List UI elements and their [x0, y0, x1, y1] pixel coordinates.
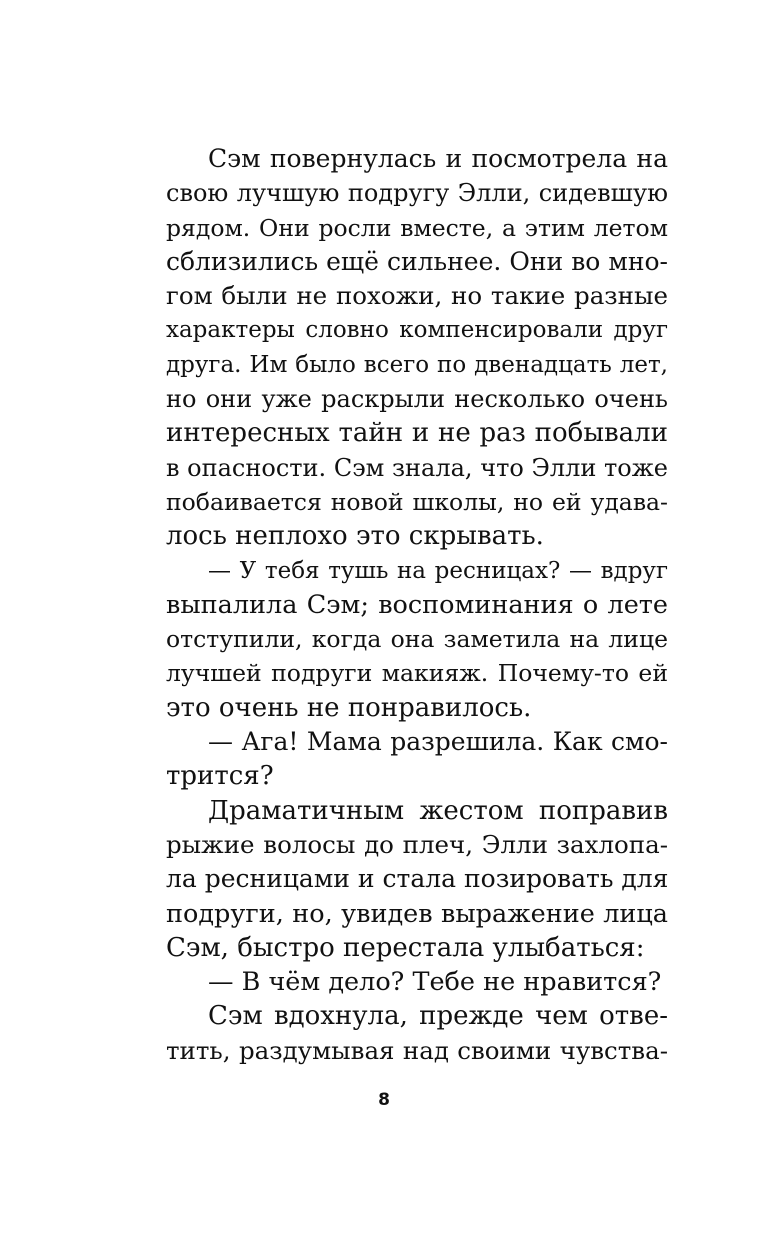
text-line: рядом. Они росли вместе, а этим летом	[166, 213, 668, 242]
text-line: ла ресницами и стала позировать для	[166, 864, 669, 894]
text-line: — Ага! Мама разрешила. Как смо-	[208, 727, 668, 757]
text-line: друга. Им было всего по двенадцать лет,	[166, 351, 668, 378]
text-line: лось неплохо это скрывать.	[166, 521, 544, 552]
text-line: свою лучшую подругу Элли, сидевшую	[166, 179, 668, 208]
text-line: гом были не похожи, но такие разные	[166, 281, 668, 311]
text-line: — В чём дело? Тебе не нравится?	[208, 967, 662, 998]
text-line: в опасности. Сэм знала, что Элли тоже	[166, 453, 668, 482]
text-line: Сэм, быстро перестала улыбаться:	[166, 932, 645, 963]
text-line: сблизились ещё сильнее. Они во мно-	[166, 246, 668, 276]
page-number: 8	[378, 1090, 390, 1110]
text-line: рыжие волосы до плеч, Элли захлопа-	[166, 829, 668, 859]
text-line: Драматичным жестом поправив	[208, 795, 668, 826]
text-line: лучшей подруги макияж. Почему-то ей	[166, 659, 668, 688]
text-line: выпалила Сэм; воспоминания о лете	[166, 589, 668, 620]
text-line: трится?	[166, 761, 274, 792]
text-line: отступили, когда она заметила на лице	[166, 625, 668, 654]
text-line: но они уже раскрыли несколько очень	[166, 385, 668, 414]
text-line: побаивается новой школы, но ей удава-	[166, 487, 668, 516]
text-line: Сэм вдохнула, прежде чем отве-	[208, 1001, 668, 1032]
text-line: Сэм повернулась и посмотрела на	[208, 144, 668, 173]
text-line: подруги, но, увидев выражение лица	[166, 898, 668, 929]
text-line: это очень не понравилось.	[166, 692, 532, 723]
body-text	[166, 142, 668, 1068]
text-line: характеры словно компенсировали друг	[166, 317, 668, 344]
text-line: — У тебя тушь на ресницах? — вдруг	[208, 557, 668, 584]
text-line: интересных тайн и не раз побывали	[166, 418, 668, 449]
text-line: тить, раздумывая над своими чувства-	[166, 1035, 668, 1065]
